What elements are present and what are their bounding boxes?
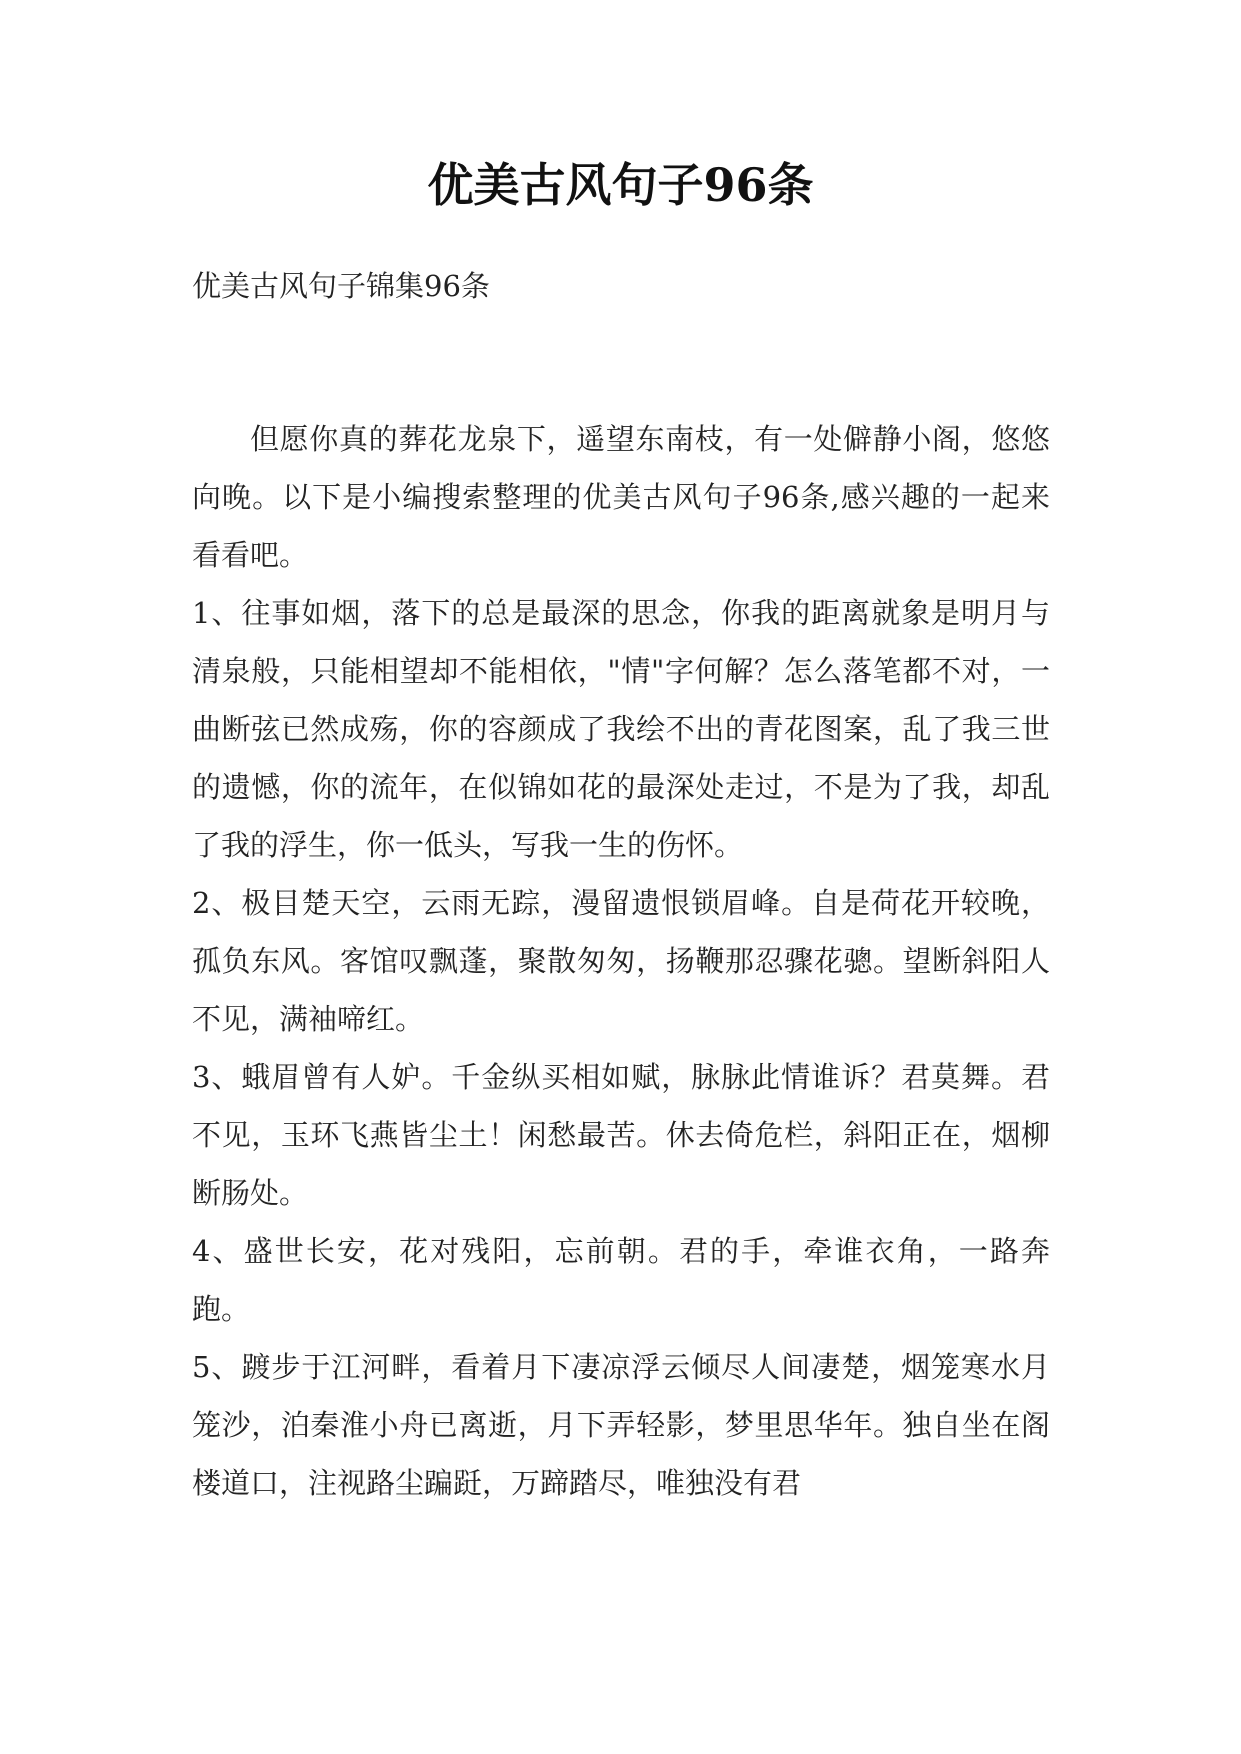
list-item: 1、往事如烟，落下的总是最深的思念，你我的距离就象是明月与清泉般，只能相望却不能相依，"情"字何解？怎么落笔都不对，一曲断弦已然成殇，你的容颜成了我绘不出的青花图案，乱了我三世的遗憾，你的流年，在似锦如花的最深处走过，不是为了我，却乱了我的浮生，你一低头，写我一生的伤怀。 [192,596,1050,862]
list-item: 2、极目楚天空，云雨无踪，漫留遗恨锁眉峰。自是荷花开较晚，孤负东风。客馆叹飘蓬，聚散匆匆，扬鞭那忍骤花骢。望断斜阳人不见，满袖啼红。 [192,886,1050,1036]
document-body [192,410,1050,1512]
list-item: 5、踱步于江河畔，看着月下凄凉浮云倾尽人间凄楚，烟笼寒水月笼沙，泊秦淮小舟已离逝，月下弄轻影，梦里思华年。独自坐在阁楼道口，注视路尘蹁跹，万蹄踏尽，唯独没有君 [192,1350,1050,1500]
page-subtitle: 优美古风句子锦集96条 [192,269,490,303]
intro-paragraph: 但愿你真的葬花龙泉下，遥望东南枝，有一处僻静小阁，悠悠向晚。以下是小编搜索整理的优美古风句子96条,感兴趣的一起来看看吧。 [192,422,1050,572]
list-item: 4、盛世长安，花对残阳，忘前朝。君的手，牵谁衣角，一路奔跑。 [192,1234,1050,1326]
list-item: 3、蛾眉曾有人妒。千金纵买相如赋，脉脉此情谁诉？君莫舞。君不见，玉环飞燕皆尘土！闲愁最苦。休去倚危栏，斜阳正在，烟柳断肠处。 [192,1060,1050,1210]
page-title: 优美古风句子96条 [427,158,814,212]
